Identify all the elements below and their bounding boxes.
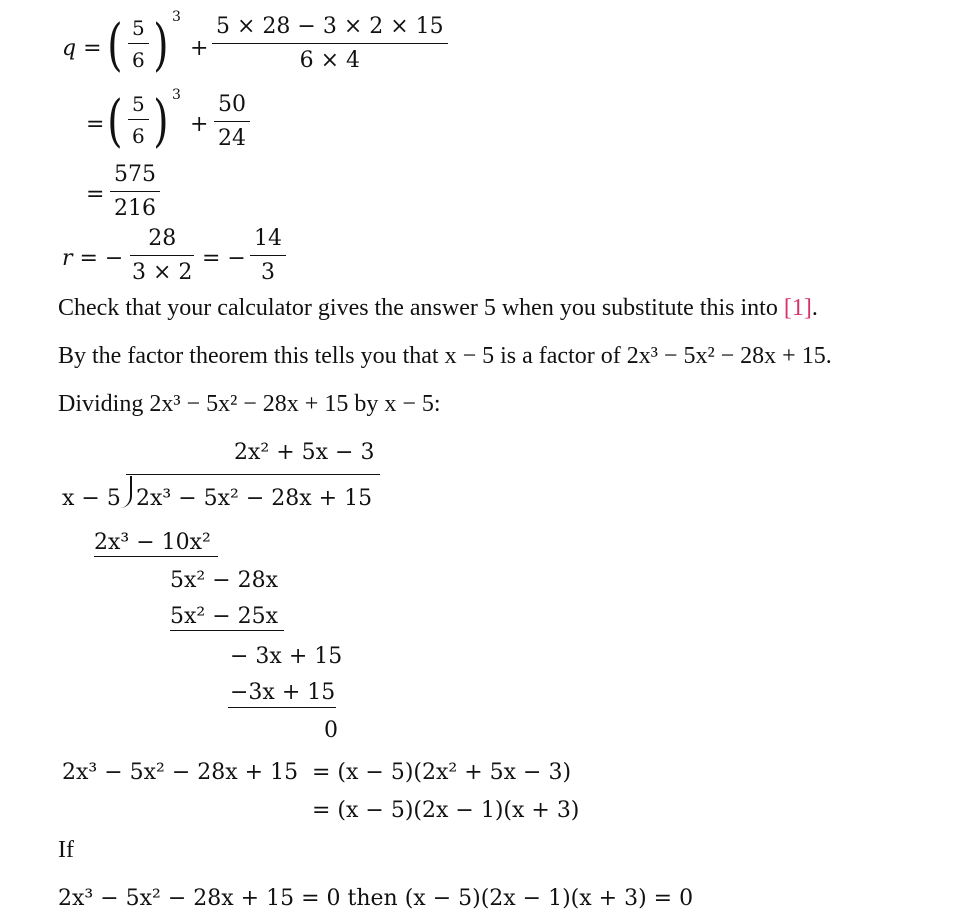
q-fraction-5-6	[130, 18, 147, 70]
plus-sign: +	[190, 36, 209, 61]
plus-sign: +	[190, 112, 209, 137]
big-denominator: 6 × 4	[299, 48, 361, 73]
final-equation: 2x³ − 5x² − 28x + 15 = 0 then (x − 5)(2x − 1)(x + 3) = 0	[58, 886, 694, 911]
division-row-3: 5x² − 25x	[170, 604, 279, 629]
step2-fraction-5-6	[130, 94, 147, 146]
step3-fraction-575-216	[112, 164, 158, 220]
r-fraction-14-3	[252, 228, 284, 284]
frac-numerator: 28	[130, 228, 194, 256]
divisor: x − 5	[62, 486, 121, 511]
q-lhs: q =	[62, 36, 102, 61]
factorised-lhs: 2x³ − 5x² − 28x + 15	[62, 760, 299, 785]
frac-numerator: 5	[128, 18, 149, 44]
if-word: If	[58, 837, 74, 863]
left-paren: (	[107, 89, 123, 154]
frac-denominator: 6	[132, 48, 145, 72]
factorised-rhs-2: = (x − 5)(2x − 1)(x + 3)	[312, 798, 580, 823]
frac-numerator: 14	[250, 228, 286, 256]
frac-denominator: 3	[261, 260, 275, 285]
frac-denominator: 6	[132, 124, 145, 148]
division-bar	[126, 474, 380, 475]
frac-denominator: 24	[218, 126, 246, 151]
underline-row-5	[228, 707, 336, 708]
check-text: Check that your calculator gives the answer 5 when you substitute this into	[58, 295, 784, 321]
big-numerator: 5 × 28 − 3 × 2 × 15	[212, 16, 448, 44]
exponent: 3	[172, 9, 181, 25]
exponent: 3	[172, 87, 181, 103]
frac-numerator: 50	[214, 94, 250, 122]
equals-sign: =	[86, 182, 105, 207]
division-bracket	[120, 476, 132, 508]
right-paren: )	[153, 89, 169, 154]
division-row-4: − 3x + 15	[230, 644, 343, 669]
r-lhs: r = −	[62, 246, 124, 271]
frac-denominator: 3 × 2	[132, 260, 193, 285]
remainder: 0	[324, 718, 338, 743]
division-row-5: −3x + 15	[230, 680, 336, 705]
r-fraction-28	[132, 228, 192, 284]
equals-sign: =	[86, 112, 105, 137]
underline-row-3	[170, 630, 284, 631]
quotient: 2x² + 5x − 3	[234, 440, 375, 465]
left-paren: (	[107, 13, 123, 78]
r-equals-minus: = −	[202, 246, 246, 271]
check-paragraph	[58, 296, 818, 320]
dividing-paragraph: Dividing 2x³ − 5x² − 28x + 15 by x − 5:	[58, 391, 441, 417]
frac-denominator: 216	[114, 196, 156, 221]
frac-numerator: 575	[110, 164, 160, 192]
division-row-2: 5x² − 28x	[170, 568, 279, 593]
dividend: 2x³ − 5x² − 28x + 15	[136, 486, 373, 511]
reference-link[interactable]: [1]	[783, 295, 812, 321]
q-big-fraction	[214, 16, 446, 72]
right-paren: )	[153, 13, 169, 78]
factorised-rhs-1: = (x − 5)(2x² + 5x − 3)	[312, 760, 572, 785]
frac-numerator: 5	[128, 94, 149, 120]
division-row-1: 2x³ − 10x²	[94, 530, 211, 555]
factor-theorem-paragraph: By the factor theorem this tells you that x − 5 is a factor of 2x³ − 5x² − 28x + 15.	[58, 343, 832, 369]
underline-row-1	[94, 556, 218, 557]
step2-fraction-50-24	[216, 94, 248, 150]
check-period: .	[811, 295, 818, 321]
